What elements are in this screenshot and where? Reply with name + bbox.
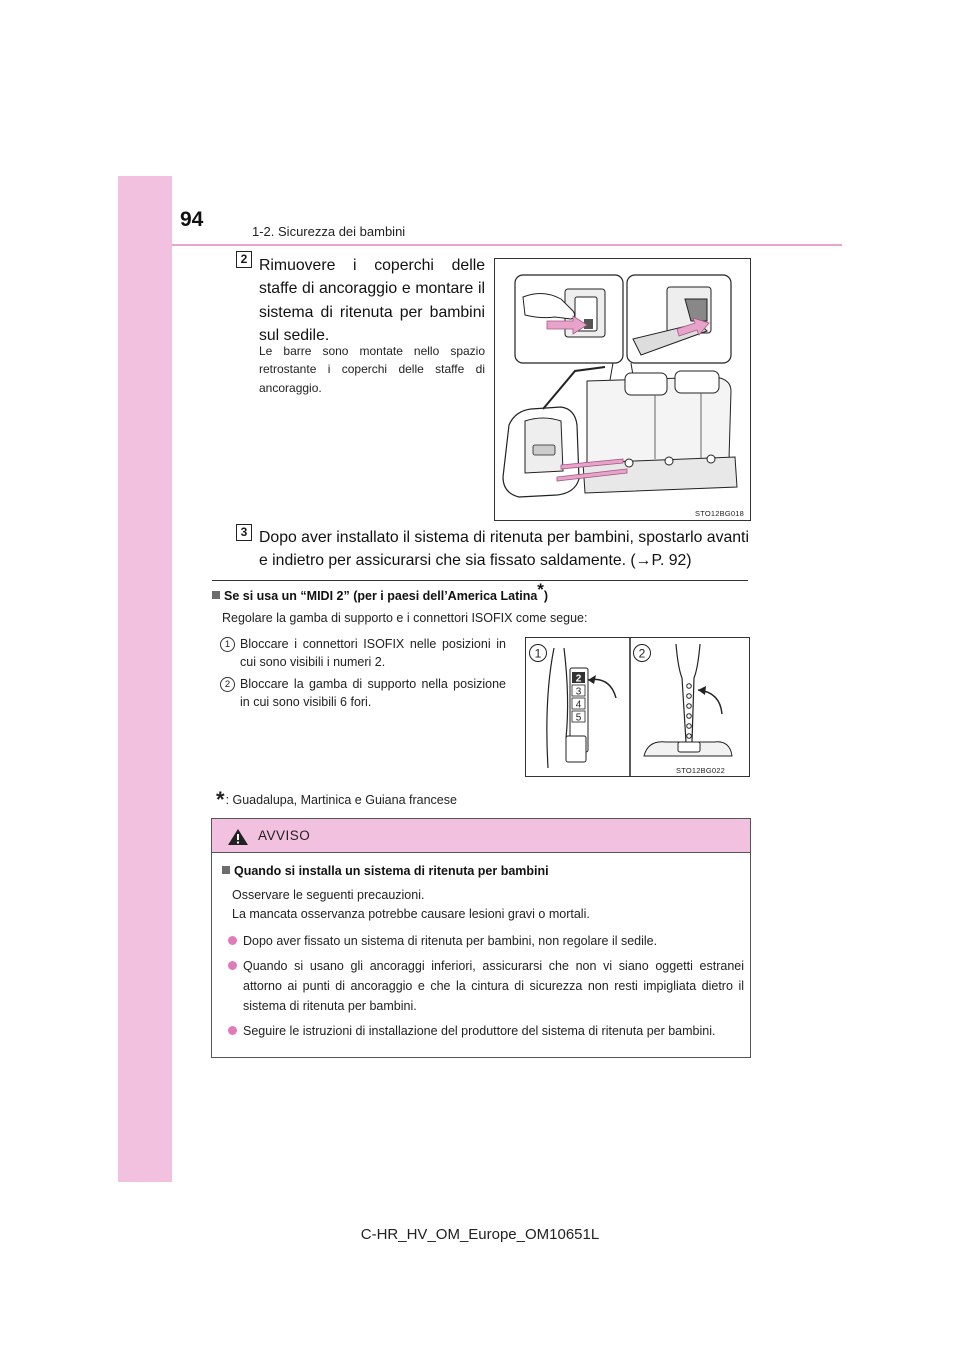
midi2-illustration — [526, 638, 749, 776]
connector-number-2: 2 — [575, 673, 582, 685]
connector-number-4: 4 — [575, 699, 582, 711]
figure-code: STO12BG018 — [695, 509, 744, 518]
midi-item-1-text: Bloccare i connettori ISOFIX nelle posizioni in cui sono visibili i numeri 2. — [240, 637, 506, 670]
step-2-note: Le barre sono montate nello spazio retrostante i coperchi delle staffe di ancoraggio. — [259, 344, 485, 395]
item-number-1: 1 — [220, 637, 235, 652]
square-bullet-icon — [222, 866, 230, 874]
warning-bullet-1: Dopo aver fissato un sistema di ritenuta per bambini, non regolare il sedile. — [228, 931, 744, 951]
warning-paragraph-line-1: Osservare le seguenti precauzioni. — [232, 888, 425, 902]
anchor-bracket-illustration — [495, 259, 750, 520]
pink-bullet-icon — [228, 961, 237, 970]
midi-intro: Regolare la gamba di supporto e i connettori ISOFIX come segue: — [222, 611, 588, 625]
midi-item-2-text: Bloccare la gamba di supporto nella posizione in cui sono visibili 6 fori. — [240, 677, 506, 710]
section-title: 1-2. Sicurezza dei bambini — [252, 224, 406, 239]
warning-bullet-3: Seguire le istruzioni di installazione del produttore del sistema di ritenuta per bambini. — [228, 1021, 744, 1041]
sidebar-tab — [118, 176, 172, 1182]
warning-heading: Quando si installa un sistema di ritenuta per bambini — [222, 864, 549, 878]
warning-triangle-icon — [227, 828, 249, 846]
header-rule — [172, 244, 842, 246]
square-bullet-icon — [212, 591, 220, 599]
warning-bullet-2: Quando si usano gli ancoraggi inferiori, assicurarsi che non vi siano oggetti estranei attorno ai punti di ancoraggio e che la cintura di sicurezza non resti impigliata dietro il sistema di ritenuta per bambini. — [228, 956, 744, 1016]
connector-number-5: 5 — [575, 712, 582, 724]
subsection-rule — [212, 580, 748, 581]
document-code: C-HR_HV_OM_Europe_OM10651L — [360, 1226, 600, 1243]
step-3-text: Dopo aver installato il sistema di ritenuta per bambini, spostarlo avanti e indietro per assicurarsi che sia fissato saldamente. (→P. 92) — [259, 529, 749, 570]
anchor-bracket-figure — [494, 258, 751, 521]
figure-code-midi: STO12BG022 — [676, 766, 725, 775]
midi-heading: Se si usa un “MIDI 2” (per i paesi dell’America Latina*) — [212, 589, 548, 603]
figure-label-1: 1 — [534, 646, 542, 661]
warning-header — [212, 819, 750, 853]
pink-bullet-icon — [228, 936, 237, 945]
step-2-text: Rimuovere i coperchi delle staffe di ancoraggio e montare il sistema di ritenuta per bambini sul sedile. — [259, 257, 485, 345]
connector-number-3: 3 — [575, 686, 582, 698]
pink-bullet-icon — [228, 1026, 237, 1035]
step-badge-2: 2 — [236, 251, 252, 268]
item-number-2: 2 — [220, 677, 235, 692]
midi2-figure — [525, 637, 750, 777]
footnote: *: Guadalupa, Martinica e Guiana francese — [216, 787, 457, 812]
figure-label-2: 2 — [638, 646, 646, 661]
page-number: 94 — [180, 208, 204, 231]
warning-title: AVVISO — [258, 828, 311, 843]
warning-paragraph-line-2: La mancata osservanza potrebbe causare lesioni gravi o mortali. — [232, 907, 590, 921]
step-badge-3: 3 — [236, 524, 252, 541]
warning-box — [211, 818, 751, 1058]
